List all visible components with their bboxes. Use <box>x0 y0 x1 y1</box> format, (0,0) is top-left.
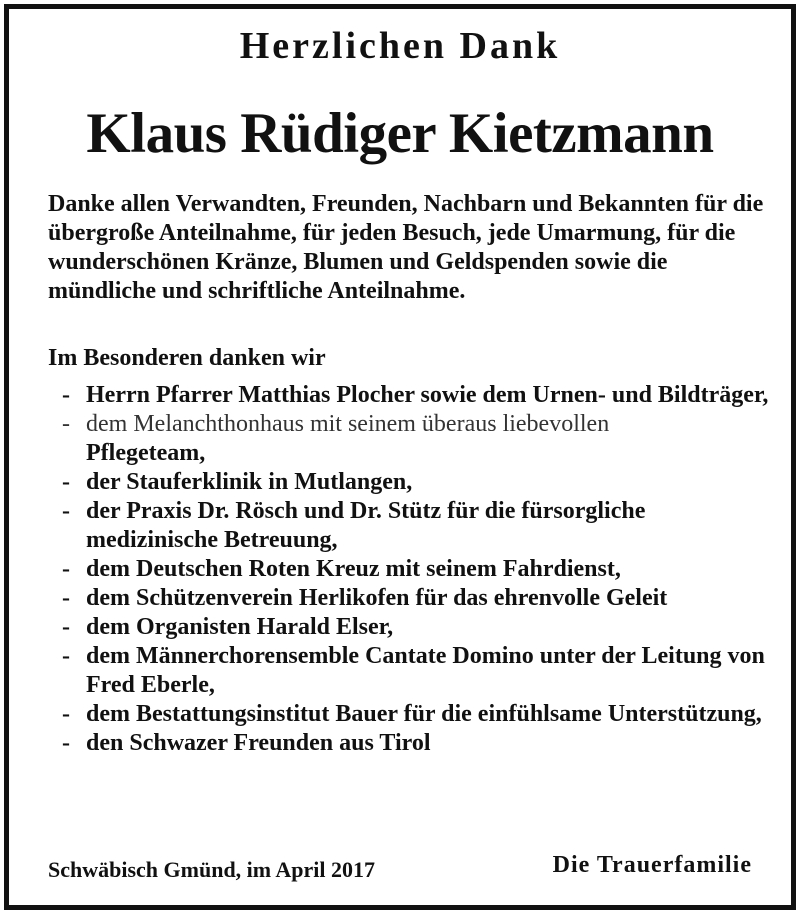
intro-text: Danke allen Verwandten, Freunden, Nachbarn und Bekannten für die übergroße Anteilnahme, für jeden Besuch, jede Umarmung, für die wunderschönen Kränze, Blumen und Geldspenden sowie die mündliche und schriftliche Anteilnahme. <box>48 191 764 304</box>
list-item-text-continued: Pflegeteam, <box>86 440 206 466</box>
list-dash: - <box>62 382 70 408</box>
list-item-text: Herrn Pfarrer Matthias Plocher sowie dem Urnen- und Bildträger, <box>86 382 769 408</box>
special-thanks-heading: Im Besonderen danken wir <box>48 345 326 371</box>
list-item <box>58 584 770 613</box>
list-dash: - <box>62 643 70 669</box>
list-dash: - <box>62 411 70 437</box>
list-item <box>58 497 770 555</box>
list-item <box>58 468 770 497</box>
list-item-text: dem Männerchorensemble Cantate Domino unter der Leitung von Fred Eberle, <box>86 643 765 698</box>
notice-heading: Herzlichen Dank <box>239 25 561 67</box>
list-item <box>58 729 770 758</box>
place-and-date: Schwäbisch Gmünd, im April 2017 <box>48 857 376 882</box>
list-dash: - <box>62 585 70 611</box>
list-item-text: dem Bestattungsinstitut Bauer für die einfühlsame Unterstützung, <box>86 701 762 727</box>
signature: Die Trauerfamilie <box>552 852 752 878</box>
list-item <box>58 700 770 729</box>
list-dash: - <box>62 614 70 640</box>
intro-paragraph <box>48 190 770 306</box>
list-item-text: dem Deutschen Roten Kreuz mit seinem Fahrdienst, <box>86 556 621 582</box>
deceased-name: Klaus Rüdiger Kietzmann <box>86 102 714 165</box>
list-item-text: der Stauferklinik in Mutlangen, <box>86 469 413 495</box>
list-dash: - <box>62 469 70 495</box>
list-item-text: der Praxis Dr. Rösch und Dr. Stütz für die fürsorgliche medizinische Betreuung, <box>86 498 646 553</box>
list-item <box>58 410 770 468</box>
list-dash: - <box>62 730 70 756</box>
list-dash: - <box>62 498 70 524</box>
list-dash: - <box>62 701 70 727</box>
list-item <box>58 555 770 584</box>
list-item <box>58 381 770 410</box>
thanks-list <box>58 381 770 758</box>
list-item <box>58 642 770 700</box>
list-item-text: den Schwazer Freunden aus Tirol <box>86 730 431 756</box>
list-dash: - <box>62 556 70 582</box>
list-item <box>58 613 770 642</box>
list-item-text: dem Organisten Harald Elser, <box>86 614 394 640</box>
list-item-text: dem Melanchthonhaus mit seinem überaus liebevollen <box>86 411 610 437</box>
list-item-text: dem Schützenverein Herlikofen für das ehrenvolle Geleit <box>86 585 668 611</box>
